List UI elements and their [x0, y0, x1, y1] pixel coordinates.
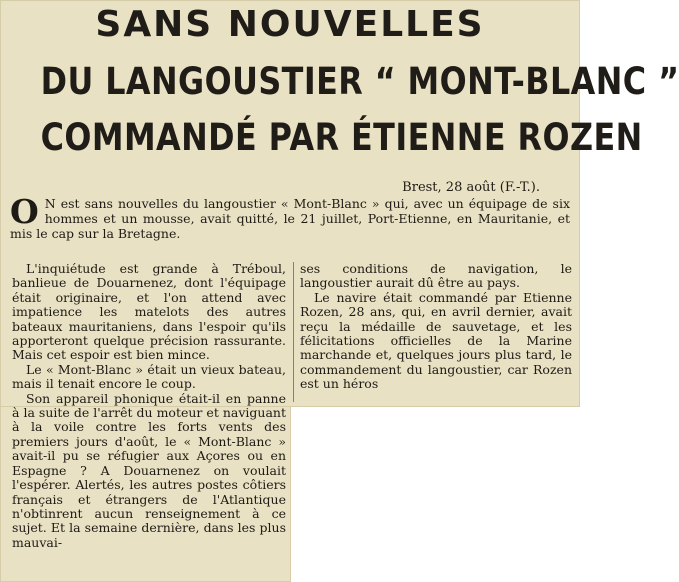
headline-line-1: SANS NOUVELLES	[95, 4, 485, 45]
lead-paragraph	[10, 192, 570, 241]
dateline: Brest, 28 août (F.-T.).	[402, 180, 540, 195]
paragraph: ses conditions de navigation, le langoustier aurait dû être au pays.	[300, 261, 572, 291]
paragraph: Son appareil phonique était-il en panne à la suite de l'arrêt du moteur et naviguant à la voile contre les forts vents des premiers jours d'août, le « Mont-Blanc » avait-il pu se réfugier aux Açores ou en Espagne ? A Douarnenez on voulait l'espérer. Alertés, les autres postes côtiers français et étrangers de l'Atlantique n'obtinrent aucun renseignement à ce sujet. Et la semaine dernière, dans les plus mauvai-	[12, 390, 286, 550]
paragraph: Le navire était commandé par Etienne Rozen, 28 ans, qui, en avril dernier, avait reçu la médaille de sauvetage, et les félicitations officielles de la Marine marchande et, quelques jours plus tard, le commandement du langoustier, car Rozen est un héros	[300, 289, 572, 392]
lead-text: N est sans nouvelles du langoustier « Mont-Blanc » qui, avec un équipage de six hommes et un mousse, avait quitté, le 21 juillet, Port-Etienne, en Mauritanie, et mis le cap sur la Bretagne.	[10, 196, 570, 241]
article-column-left	[12, 262, 286, 550]
paragraph: L'inquiétude est grande à Tréboul, banlieue de Douarnenez, dont l'équipage était originaire, et l'on attend avec impatience les matelots des autres bateaux mauritaniens, dans l'espoir qu'ils apporteront quelque précision rassurante. Mais cet espoir est bien mince.	[12, 261, 286, 363]
article-column-right	[300, 262, 572, 392]
headline-line-2: DU LANGOUSTIER “ MONT-BLANC ”	[40, 60, 679, 103]
headline-line-3: COMMANDÉ PAR ÉTIENNE ROZEN	[40, 116, 643, 159]
paragraph: Le « Mont-Blanc » était un vieux bateau, mais il tenait encore le coup.	[12, 361, 286, 392]
drop-cap: O	[10, 192, 39, 231]
column-divider	[293, 262, 294, 402]
